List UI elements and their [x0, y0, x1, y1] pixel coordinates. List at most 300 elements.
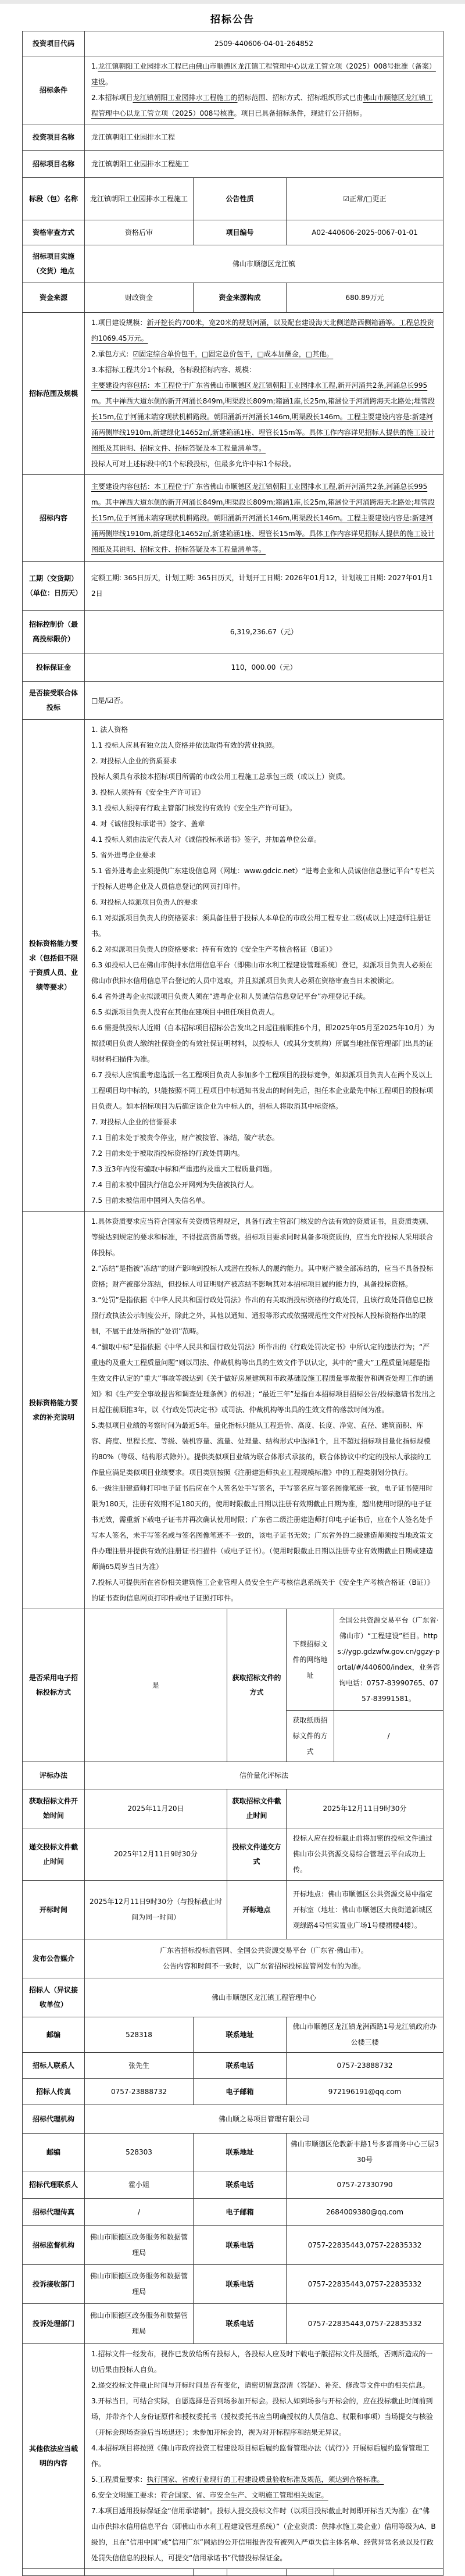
text-segment: 开标地点：佛山市顺德区公共资源交易中指定开标室（地址：佛山市顺德区大良街道新城区观绿路4号恒实置业广场1号楼裙楼4楼）。: [293, 1889, 433, 1930]
text-segment: 佛山市顺德区龙江镇工程管理中心: [211, 1993, 316, 2002]
paragraph: [91, 785, 437, 801]
text-segment: □是/☑否。: [91, 696, 128, 705]
paragraph: [91, 942, 437, 957]
row-label-2: 项目编号: [194, 220, 287, 245]
table-row-qualification-review: [23, 220, 443, 245]
row-label-2: 电子邮箱: [194, 2199, 287, 2226]
text-segment: 6.7 投标人应慎重考虑选派一名工程项目负责人参加多个工程项目的投标竞争，如拟派项目负责人在两个及以上工程项目均中标的，只能按照不同工程项目中标通知书发出的时间先后，担任本企业最先中标工程项目的投标项目负责人。如本招标项目为后确定该企业为中标人的，招标人将取消其中标资格。: [91, 1071, 434, 1110]
underlined-text: 龙江镇朝阳工业园排水工程施工的: [133, 94, 238, 102]
paragraph: [88, 2308, 190, 2339]
row-value-2: [287, 2171, 443, 2199]
paragraph: [293, 1831, 437, 1878]
table-row-tender-project-name: [23, 151, 443, 178]
paragraph: [91, 479, 437, 558]
paragraph: [91, 2346, 437, 2378]
paragraph: [91, 570, 437, 602]
text-segment: 0757-22835443,0757-22835332: [307, 2319, 422, 2328]
paragraph: [88, 256, 440, 272]
text-segment: 。项目已具备招标条件，现进行公开招标。: [234, 109, 367, 117]
footer-cell: [85, 2569, 194, 2576]
table-row-footer-row: [23, 2569, 443, 2576]
text-segment: 佛山市顺德区政务服务和数据管理局: [90, 2272, 188, 2296]
text-segment: 7.本项目适用投标保证金“信用承诺制”。投标人提交投标文件时（以项目投标截止时间即开标当天为准）在“佛山市供排水信用信息平台（即佛山市水利工程建设管理系统）”（企业资质：供排水施工类企业）信用等级为A、B级的，且在“信用中国”或“信用广东”网站的公开信用报告没有被列入严重失信主体名单、经营异常名录以及行政处罚失信信息的投标人，可提交“信用承诺书”代替投标保证金。: [91, 2507, 436, 2562]
table-row-consortium: [23, 682, 443, 720]
table-row-tenderer-contact: [23, 2053, 443, 2079]
text-segment: 2.承包方式：: [91, 350, 133, 358]
row-value-1: [85, 2171, 194, 2199]
text-segment: 7.1 目前未处于被责令停业，财产被接管、冻结，破产状态。: [91, 1134, 279, 1142]
text-segment: 1. 法人资格: [91, 726, 128, 734]
text-segment: 6. 对投标人拟派项目负责人的要求: [91, 898, 198, 906]
paragraph: [91, 2488, 437, 2503]
row-value: [85, 682, 443, 720]
row-value-1: [85, 2079, 194, 2105]
text-segment: 0757-23888732: [337, 2061, 393, 2070]
paragraph: [91, 848, 437, 863]
paragraph: [91, 1162, 437, 1177]
paragraph: [91, 1193, 437, 1209]
text-segment: 广东省招标投标监管网、全国公共资源交易平台（广东省·佛山市）。: [160, 1946, 368, 1955]
subrow-label: 下载招标文件的网络地址: [287, 1609, 334, 1711]
text-segment: 佛山市顺德区伦教新丰路1号多喜商务中心三层330号: [290, 2140, 439, 2164]
row-value: [85, 313, 443, 475]
table-row-qualification-supplement: [23, 1212, 443, 1609]
row-label: 标段（包）名称: [23, 178, 85, 220]
paragraph: [88, 2145, 190, 2160]
text-segment: A02-440606-2025-0067-01-01: [312, 228, 418, 237]
row-label: 招标项目实施（交货）地点: [23, 245, 85, 283]
paragraph: [91, 1261, 437, 1292]
row-value-2: [287, 1828, 443, 1881]
text-segment: 1.: [91, 62, 98, 70]
row-value-2: [287, 1881, 443, 1939]
text-segment: 5.类似项目业绩的考察时间为最近5年。量化指标只能从工程造价、高度、长度、净宽、直径、建筑面积、库容、跨度、里程长度、等级、装机容量、流量、处理量、结构形式中选择1个，且不超过招标项目量化指标规模的80%（等级、结构形式除外）。提供类似项目业绩为联合体形式承接的，联合体协议中约定的投标人承接的工作量应满足类似项目业绩要求。项目类别按照《注册建造师执业工程规模标准》中的工程类别划分执行。: [91, 1421, 431, 1477]
row-label-2: 联系电话: [194, 2226, 287, 2265]
row-value-2: [287, 283, 443, 313]
paragraph: [91, 1292, 437, 1339]
row-value: [85, 1762, 443, 1789]
text-segment: 5.1 省外进粤企业须提供广东建设信息网（网址：www.gdcic.net）“进粤企业和人员诚信信息登记平台”专栏关于投标人进粤企业及人员信息登记的网页打印件。: [91, 867, 435, 891]
row-value-2: [287, 2053, 443, 2079]
underlined-text: 主要建设内容包括：本工程位于广东省佛山市顺德区龙江镇朝阳工业园排水工程,新开河涌共2条,河涌总长995m。其中禅西大道东侧的新开河涌长849m,明渠段长809m;箱涵1座,长25m,箱涵位于河涌跨海天北路处;埋管段长15m,位于河涌末端穿现状机耕路段。朝阳涌新开河涌长146m,明渠段长146m。工程主要建设内容是:新建河涌两侧岸线1910m,新建绿化14652㎡,新建箱涵1座、埋管长15m等。具体工作内容详见招标人提供的施工设计图纸及其说明、招标文件、招标答疑及本工程量清单等。: [91, 381, 435, 452]
row-value: [85, 1212, 443, 1609]
text-segment: 7. 对投标人企业的信誉要求: [91, 1118, 177, 1126]
paragraph: [91, 2378, 437, 2393]
table-row-evaluation-method: [23, 1762, 443, 1789]
row-value: [85, 245, 443, 283]
row-value: [85, 2105, 443, 2134]
paragraph: [91, 989, 437, 1005]
paragraph: [88, 2084, 190, 2100]
text-segment: 6.安全文明施工要求：: [91, 2491, 161, 2499]
text-segment: 6.4 省外进粤企业拟派项目负责人须在“进粤企业和人员诚信信息登记平台”办理登记手续。: [91, 992, 370, 1001]
paragraph: [88, 2205, 190, 2220]
paragraph: [88, 1894, 224, 1925]
row-value: [85, 31, 443, 56]
table-row-bid-bond: [23, 653, 443, 682]
paragraph: [91, 1481, 437, 1575]
subrow-value: [334, 1609, 443, 1711]
row-label: 发布公告媒介: [23, 1939, 85, 1978]
text-segment: 7.4 目前未被中国执行信息公开网列为失信被执行人。: [91, 1181, 258, 1189]
table-row-agency-postcode: [23, 2134, 443, 2171]
row-label-2: 开标地点: [227, 1881, 287, 1939]
text-segment: 528303: [126, 2148, 152, 2156]
row-value: [85, 562, 443, 611]
row-label: 招标范围及规模: [23, 313, 85, 475]
paragraph: [88, 1943, 440, 1959]
underlined-text: 主要建设内容包括：本工程位于广东省佛山市顺德区龙江镇朝阳工业园排水工程,新开河涌共2条,河涌总长995m。其中禅西大道东侧的新开河涌长849m,明渠段长809m;箱涵1座,长25m,箱涵位于河涌跨海天北路处;埋管段长15m,位于河涌末端穿现状机耕路段。朝阳涌新开河涌长146m,明渠段长146m。工程主要建设内容是:新建河涌两侧岸线1910m,新建绿化14652㎡,新建箱涵1座、埋管长15m等。具体工作内容详见招标人提供的施工设计图纸及其说明、招标文件、招标答疑及本工程量清单等。: [91, 482, 435, 553]
paragraph: [289, 191, 440, 207]
row-label: 招标人传真: [23, 2079, 85, 2105]
table-row-qualification-requirements: [23, 720, 443, 1212]
table-row-agency-contact: [23, 2171, 443, 2199]
text-segment: 龙江镇朝阳工业园排水工程施工: [90, 194, 188, 203]
text-segment: 佛山市顺德区龙江镇: [232, 259, 295, 268]
text-segment: 佛山顺之易项目管理有限公司: [218, 2114, 309, 2123]
text-segment: 霍小姐: [128, 2180, 149, 2189]
paragraph: [88, 225, 190, 241]
text-segment: 信价量化评标法: [239, 1771, 288, 1780]
text-segment: 1.招标文件一经发布，视作已发放给所有投标人，各投标人应及时下载电子版招标文件及图纸，否则所造成的一切后果由投标人自负。: [91, 2350, 433, 2374]
row-label-2: 投标文件递交方式: [227, 1828, 287, 1881]
text-segment: 佛山市顺德区龙江镇龙洲西路1号龙江镇政府办公楼三楼: [292, 2023, 437, 2046]
text-segment: 972196191@qq.com: [328, 2087, 402, 2096]
table-row-project-code: [23, 31, 443, 56]
paragraph: [337, 1728, 440, 1744]
paragraph: [91, 693, 437, 709]
paragraph: [88, 1990, 440, 2006]
text-segment: 公告内容和时间不一致时，以广东省招标投标监管网发布的为准。: [162, 1962, 365, 1970]
paragraph: [91, 378, 437, 456]
paragraph: [91, 59, 437, 90]
row-label-2: 公告性质: [194, 178, 287, 220]
row-label: 邮编: [23, 2134, 85, 2171]
paragraph: [289, 2316, 440, 2332]
paragraph: [91, 832, 437, 848]
row-label-2: 资金来源构成: [194, 283, 287, 313]
paragraph: [91, 315, 437, 346]
row-label-2: 获取招标文件的方式: [227, 1609, 287, 1762]
row-label: 招标代理联系人: [23, 2171, 85, 2199]
text-segment: 6.3 如投标人已在佛山市供排水信用信息平台（即佛山市水利工程建设管理系统）登记，拟派项目负责人必须在佛山市供排水信用信息平台登记的人员中选取，并且拟派项目负责人必须在资格审查当日未被锁定。: [91, 961, 432, 985]
paragraph: [91, 957, 437, 989]
row-label: 招标监督机构: [23, 2226, 85, 2265]
row-value: [85, 720, 443, 1212]
row-label: 招标代理传真: [23, 2199, 85, 2226]
row-label: 招标人联系人: [23, 2053, 85, 2079]
page-title: 招标公告: [210, 14, 255, 26]
table-row-construction-period: [23, 562, 443, 611]
text-segment: 680.89万元: [345, 293, 384, 302]
text-segment: 张先生: [128, 2061, 149, 2070]
row-label-2: 联系地址: [194, 2134, 287, 2171]
text-segment: 3. 投标人须持有《安全生产许可证》: [91, 788, 205, 796]
row-label: 邮编: [23, 2017, 85, 2053]
table-row-fund-source: [23, 283, 443, 313]
paragraph: [91, 1020, 437, 1067]
text-segment: 招标范围、招标方式、招标组织形式已由: [237, 94, 363, 102]
text-segment: 2025年12月11日9时30分（与投标截止时间为同一时间）: [90, 1898, 222, 1921]
table-row-other-content: [23, 2344, 443, 2569]
row-label: 资格审查方式: [23, 220, 85, 245]
paragraph: [91, 2503, 437, 2566]
table-row-investment-project-name: [23, 124, 443, 151]
text-segment: 佛山市顺德区政务服务和数据管理局: [90, 2233, 188, 2257]
row-value: [85, 475, 443, 562]
paragraph: [91, 156, 437, 172]
text-segment: 6.5 拟派项目负责人没有在其他在建项目中担任项目负责人。: [91, 1008, 279, 1016]
row-value: [85, 611, 443, 653]
paragraph: [91, 1177, 437, 1193]
table-row-doc-obtain-start: [23, 1789, 443, 1828]
text-segment: 资格后审: [124, 228, 153, 237]
text-segment: 6.一级注册建造师打印电子证书后应在个人签名处手写签名，手写签名应与签名图像笔迹一致，电子证书使用时限为180天，注册有效期不足180天的，使用时限截止日期以注册有效期截止日期为准，超出使用时限的电子证书无效，需重新下载电子证书并再次确认使用时限；广东省二级注册建造师打印电子证书后，应在个人签名处手写本人签名，未手写签名或与签名图像笔迹不一致的，该电子证书无效；广东省外的二级建造师须按当地政策文件办理注册并提供有效的注册证书扫描件（或电子证书）。（使用时限截止日期以注册专业有效期截止日期或建造师满65周岁当日为准）: [91, 1484, 434, 1571]
underlined-text: ☑固定综合单价包干，□固定总价包干，□成本加酬金，□其他。: [133, 350, 334, 358]
paragraph: [88, 2230, 190, 2261]
paragraph: [88, 191, 190, 207]
paragraph: [289, 2136, 440, 2168]
paragraph: [91, 1339, 437, 1418]
footer-cell: [227, 2569, 287, 2576]
row-value-1: [85, 2304, 194, 2344]
text-segment: 定额工期: 365日历天，计划工期: 365日历天，计划开工日期: 2026年01月12，计划竣工日期: 2027年01月12日: [91, 574, 433, 598]
paragraph: [91, 2393, 437, 2441]
row-label: 招标条件: [23, 56, 85, 124]
text-segment: 2025年12月11日9时30分: [114, 1850, 198, 1858]
paragraph: [91, 910, 437, 942]
text-segment: 7.2 目前未处于被取消投标资格的行政处罚期内。: [91, 1149, 244, 1157]
row-label-2: 电子邮箱: [194, 2079, 287, 2105]
table-row-section-name: [23, 178, 443, 220]
paragraph: [289, 2019, 440, 2050]
paragraph: [337, 1613, 440, 1707]
text-segment: 全国公共资源交易平台（广东省·佛山市）“工程建设”栏目。https://ygp.gdzwfw.gov.cn/ggzy-portal/#/440600/index，业务咨询电话：0757-83990765、0757-83991581。: [337, 1616, 440, 1703]
row-value-2: [287, 2226, 443, 2265]
row-value-2: [287, 178, 443, 220]
text-segment: 3.本招标工程共分1个标段，各标段招标内容、规模：: [91, 366, 256, 374]
row-label: 评标办法: [23, 1762, 85, 1789]
text-segment: 4.本招标项目将按照《佛山市政府投资工程建设项目标后履约监督管理办法（试行）》开展标后履约监督管理工作。: [91, 2444, 430, 2468]
text-segment: 1.项目建设规模：: [91, 319, 147, 327]
text-segment: 7.投标人可提供所在省份相关建筑施工企业管理人员安全生产考核信息系统关于《安全生产考核合格证（B证）》的证书查询信息网页打印件或电子证照打印件。: [91, 1578, 434, 1602]
table-row-control-price: [23, 611, 443, 653]
row-value: [85, 151, 443, 178]
paragraph: [88, 1768, 440, 1784]
row-value-2: [287, 2304, 443, 2344]
text-segment: 3.1 投标人须持有行政主管部门核发的有效的《安全生产许可证》。: [91, 804, 296, 812]
paragraph: [91, 1418, 437, 1481]
paragraph: [88, 1846, 224, 1862]
paragraph: [88, 1801, 224, 1817]
paragraph: [88, 2027, 190, 2043]
row-value-1: [85, 1789, 227, 1828]
row-label: 其他依法应当载明的内容: [23, 2344, 85, 2569]
text-segment: 龙江镇朝阳工业园排水工程施工: [91, 159, 189, 168]
text-segment: 4.“骗取中标”是指依据《中华人民共和国行政处罚法》所作出的《行政处罚决定书》中所认定的违法行为；“严重违约及重大工程质量问题”则以司法、仲裁机构等出具的生效文件予以认定，其中的“重大”工程质量问题是指生效文件认定的“重大”事故等级达到《关于做好房屋建筑和市政基础设施工程质量事故报告和调查处理工作的通知》和《生产安全事故报告和调查处理条例》的标准；“最近三年”是指自本招标项目招标公告/投标邀请书发出之日起往前顺推3年，以《行政处罚决定书》或司法、仲裁机构等出具的生效文件的落款时间为准。: [91, 1343, 436, 1414]
paragraph: [91, 801, 437, 816]
text-segment: 0757-22835443,0757-22835332: [307, 2241, 422, 2249]
text-segment: 3.开标当日，可结合实际，自愿选择是否到场参加开标会。投标人如到场参与开标会的，应在投标截止时间前到场，并带齐个人身份证原件和授权委托书（授权委托书应当明确授权的人员信息、权限和事项）当场提交与核验（开标会现场查验后当场退还）；未参加开标会的，视为对开标程序和结果无异议。: [91, 2397, 434, 2436]
text-segment: 6.2 对拟派项目负责人的资格要求：持有有效的《安全生产考核合格证（B证）》: [91, 945, 337, 953]
underlined-text: 执行国家、省或行业现行的工程建设质量验收标准及规范，须达到合格标准。: [146, 2475, 384, 2484]
paragraph: [88, 624, 440, 640]
paragraph: [88, 2058, 190, 2074]
text-segment: 7.5 目前未被信用中国列入失信名单。: [91, 1196, 209, 1205]
text-segment: 龙江镇朝阳工业园排水工程: [91, 133, 176, 141]
row-value-1: [85, 283, 194, 313]
table-row-tenderer: [23, 1978, 443, 2017]
row-label: 投标资格能力要求的补充说明: [23, 1212, 85, 1609]
row-value: [85, 2344, 443, 2569]
text-segment: 1.1 投标人应具有独立法人资格并依法取得有效的营业执照。: [91, 741, 279, 749]
footer-cell: [334, 2569, 443, 2576]
text-segment: 0757-22835443,0757-22835332: [307, 2280, 422, 2288]
text-segment: 1.具体资质要求应当符合国家有关资质管理规定，具备行政主管部门核发的合法有效的资质证书，且资质类别、等级达到规定的要求和标准，不得提高资质等级。招标项目要求同时具备多项资质的，应当允许投标人采用联合体投标。: [91, 1217, 434, 1257]
row-value-2: [287, 2265, 443, 2304]
text-segment: 2509-440606-04-01-264852: [214, 39, 313, 48]
underlined-text: 新开挖长约700米，宽20米的规划河涌，以及配套建设海天北侧道路西侧箱涵等。工程总投资约1069.45万元。: [91, 319, 434, 342]
row-label-2: 联系电话: [194, 2265, 287, 2304]
table-row-electronic-bidding: [23, 1609, 443, 1711]
row-label-2: 联系地址: [194, 2017, 287, 2053]
row-label: 开标时间: [23, 1881, 85, 1939]
text-segment: 4.1 投标人须由法定代表人对《诚信投标承诺书》签字，并加盖单位公章。: [91, 835, 321, 844]
text-segment: 2.“冻结”是指被“冻结”的财产影响到投标人或潜在投标人的履约能力。其中财产被全部冻结的，应当不具备投标资格；财产被部分冻结，但投标人可证明财产被冻结不影响其对本招标项目履约能力的，具备投标资格。: [91, 1264, 434, 1288]
row-label: 工期（交货期）（单位：日历天）: [23, 562, 85, 611]
text-segment: 2025年11月20日: [127, 1804, 184, 1813]
text-segment: 2. 对投标人企业的资质要求: [91, 757, 177, 765]
paragraph: [289, 2058, 440, 2074]
row-label: 递交投标文件截止时间: [23, 1828, 85, 1881]
paragraph: [88, 36, 440, 52]
row-value-1: [85, 2134, 194, 2171]
paragraph: [88, 2111, 440, 2127]
text-segment: 2.递交投标文件截止时间与开标时间是否有变化，请密切留意澄清（答疑）、补充、修改等文件中的相关信息。: [91, 2381, 430, 2389]
row-value: [85, 124, 443, 151]
row-label-2: 联系电话: [194, 2171, 287, 2199]
paragraph: [289, 2277, 440, 2292]
text-segment: 4. 对《诚信投标承诺书》签字、盖章: [91, 820, 205, 828]
paragraph: [289, 290, 440, 306]
row-value-1: [85, 1828, 227, 1881]
paragraph: [91, 769, 437, 785]
footer-cell: [194, 2569, 227, 2576]
table-row-agency: [23, 2105, 443, 2134]
row-label: 招标控制价（最高投标限价）: [23, 611, 85, 653]
text-segment: 110，000.00（元）: [231, 663, 297, 671]
paragraph: [88, 660, 440, 676]
row-value-1: [85, 2265, 194, 2304]
row-label: 投资项目名称: [23, 124, 85, 151]
paragraph: [91, 456, 437, 472]
text-segment: 是: [152, 1681, 159, 1689]
row-label: 招标人（异议接收单位）: [23, 1978, 85, 2017]
text-segment: 6.6 需提供投标人近期（自本招标项目招标公告发出之日起往前顺推6个月，即2025年05月至2025年10月）为拟派项目负责人缴纳社保资金的有效社保证明材料，以投标人（或其分支机构）所属当地社保管理部门出具的证明材料扫描件为准。: [91, 1024, 435, 1063]
paragraph: [91, 1130, 437, 1146]
paragraph: [91, 1005, 437, 1020]
text-segment: 财政资金: [124, 293, 153, 302]
paragraph: [91, 1067, 437, 1114]
paragraph: [91, 1114, 437, 1130]
text-segment: 投标人应在投标截止前将加密的投标文件通过佛山市公共资源交易综合管理云平台成功上传。: [293, 1834, 433, 1874]
row-value-1: [85, 2226, 194, 2265]
paragraph: [91, 753, 437, 769]
row-label: 招标内容: [23, 475, 85, 562]
table-row-tenderer-fax: [23, 2079, 443, 2105]
table-row-tender-conditions: [23, 56, 443, 124]
paragraph: [91, 346, 437, 362]
row-label-2: 联系电话: [194, 2053, 287, 2079]
paragraph: [91, 722, 437, 738]
row-label: 获取招标文件开始时间: [23, 1789, 85, 1828]
row-value-2: [287, 2199, 443, 2226]
text-segment: 2.本招标项目: [91, 94, 133, 102]
underlined-text: 佛山市顺德区龙江镇工程管理中心以龙工管立项（2025）008号核准: [91, 94, 433, 117]
row-value-1: [85, 1609, 227, 1762]
paragraph: [88, 1678, 224, 1693]
row-value-2: [287, 2134, 443, 2171]
table-row-bid-opening: [23, 1881, 443, 1939]
row-label: 是否接受联合体投标: [23, 682, 85, 720]
text-segment: 2684009380@qq.com: [326, 2207, 404, 2216]
footer-cell: [23, 2569, 85, 2576]
row-value: [85, 1978, 443, 2017]
paragraph: [91, 816, 437, 832]
paragraph: [289, 2238, 440, 2253]
table-row-delivery-location: [23, 245, 443, 283]
text-segment: 佛山市顺德区政务服务和数据管理局: [90, 2311, 188, 2335]
row-label: 投诉接收部门: [23, 2265, 85, 2304]
paragraph: [88, 1959, 440, 1974]
text-segment: 6,319,236.67（元）: [230, 627, 298, 636]
paragraph: [88, 290, 190, 306]
text-segment: 投标人须具有承接本招标项目所需的市政公用工程施工总承包三级（或以上）资质。: [91, 773, 350, 781]
row-value-1: [85, 2053, 194, 2079]
paragraph: [289, 225, 440, 241]
row-value-1: [85, 1881, 227, 1939]
table-row-complaint-receiving: [23, 2265, 443, 2304]
top-strip: [0, 0, 465, 3]
paragraph: [91, 2472, 437, 2488]
text-segment: 0757-23888732: [111, 2087, 167, 2096]
table-row-tenderer-postcode: [23, 2017, 443, 2053]
row-value-2: [287, 2017, 443, 2053]
paragraph: [293, 1887, 437, 1934]
table-row-agency-fax: [23, 2199, 443, 2226]
paragraph: [88, 2177, 190, 2193]
paragraph: [91, 1146, 437, 1162]
subrow-value: [334, 1711, 443, 1762]
text-segment: 528318: [126, 2030, 152, 2039]
row-value: [85, 653, 443, 682]
paragraph: [289, 2084, 440, 2100]
paragraph: [289, 2205, 440, 2220]
table-row-bid-submission-deadline: [23, 1828, 443, 1881]
underlined-text: 龙江镇朝阳工业园排水工程已由佛山市顺德区龙江镇工程管理中心以龙工管立项（2025）008号批准（备案）建设: [91, 62, 436, 86]
row-value-2: [287, 2079, 443, 2105]
text-segment: 投标人可对上述标段中的1个标段投标，但最多允许中标1个标段。: [91, 460, 296, 468]
text-segment: ☑正常/□更正: [343, 194, 387, 203]
text-segment: 7.3 近3年内没有骗取中标和严重违约及重大工程质量问题。: [91, 1165, 277, 1173]
text-segment: 6.1 对拟派项目负责人的资格要求：须具备注册于投标人本单位的市政公用工程专业二级(或以上)建造师注册证书。: [91, 914, 431, 938]
row-value-1: [85, 2199, 194, 2226]
row-label-2: 获取招标文件截止时间: [227, 1789, 287, 1828]
text-segment: 5.工程质量要求：: [91, 2475, 147, 2484]
row-value-2: [287, 220, 443, 245]
text-segment: 。: [105, 78, 113, 86]
row-label: 是否采用电子招标投标方式: [23, 1609, 85, 1762]
